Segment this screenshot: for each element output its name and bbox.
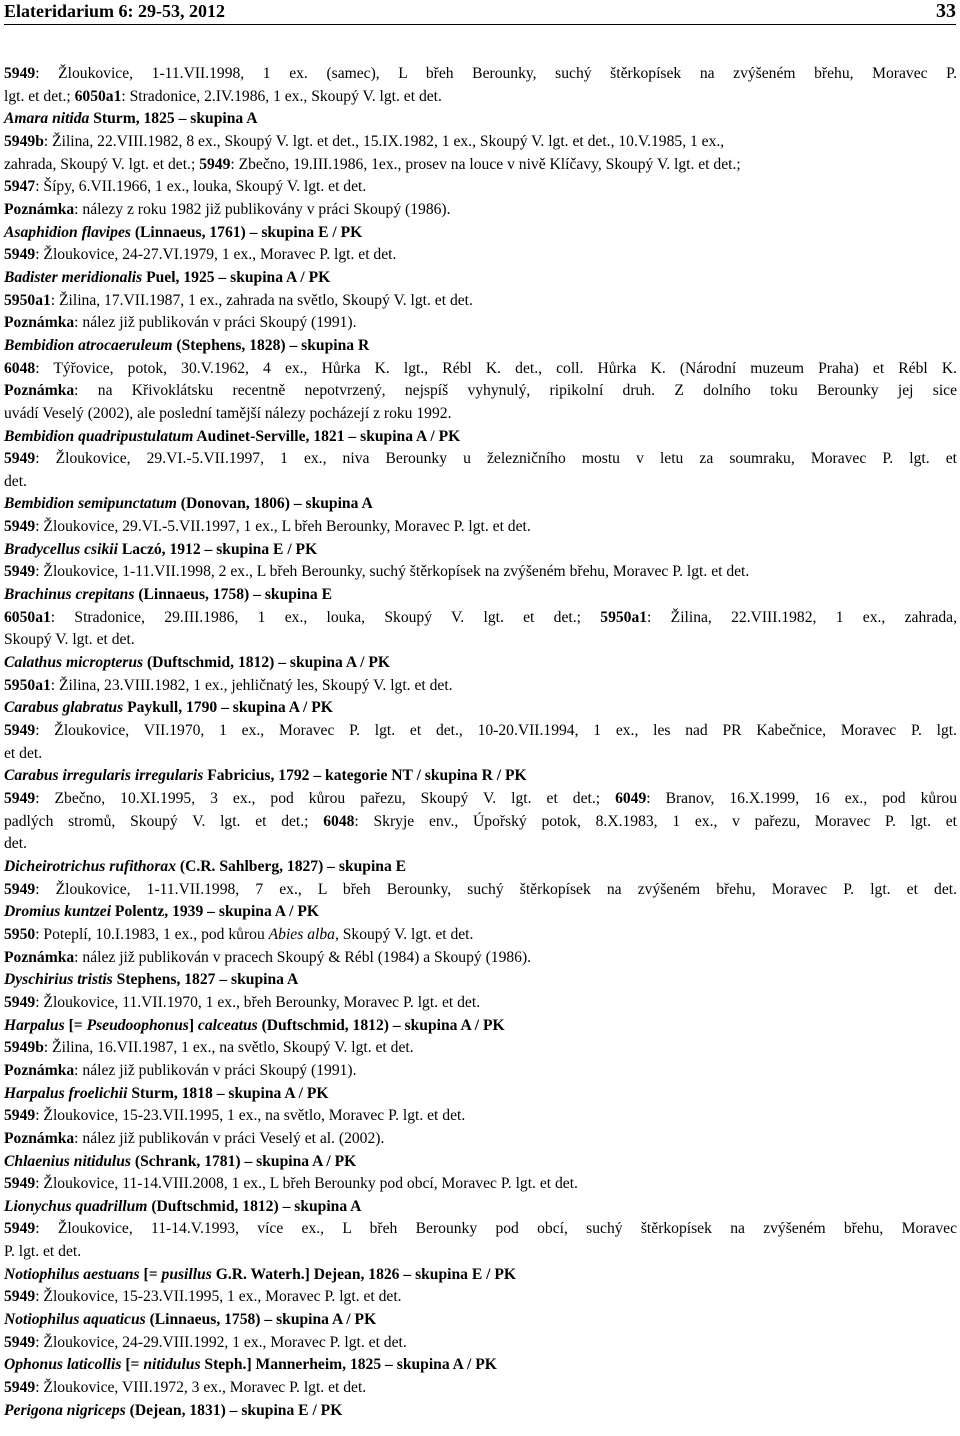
species-name: Dromius kuntzei xyxy=(4,903,112,921)
text-line xyxy=(4,969,957,992)
text-line xyxy=(4,697,957,720)
text-line xyxy=(4,516,957,539)
bold-text: 5949 xyxy=(4,518,36,536)
species-name: Calathus micropterus xyxy=(4,654,144,672)
text-line xyxy=(4,1286,957,1309)
bold-text: Poznámka xyxy=(4,1061,75,1079)
running-header xyxy=(4,0,956,24)
bold-text: 5950a1 xyxy=(4,291,51,309)
species-name: Dicheirotrichus rufithorax xyxy=(4,857,177,875)
text-line xyxy=(4,493,957,516)
text-run: : Žloukovice, 29.VI.-5.VII.1997, 1 ex., L břeh Berounky, Moravec P. lgt. et det. xyxy=(35,518,531,536)
text-line xyxy=(4,1309,957,1332)
bold-text: Polentz, 1939 – skupina A / PK xyxy=(111,903,319,921)
text-line xyxy=(4,1196,957,1219)
text-run: : Žloukovice, 1-11.VII.1998, 2 ex., L břeh Berounky, suchý štěrkopísek na zvýšeném břehu, Moravec P. lgt. et det. xyxy=(35,563,750,581)
species-name: Amara nitida xyxy=(4,110,90,128)
text-line xyxy=(4,131,957,154)
text-line xyxy=(4,1264,957,1287)
text-line xyxy=(4,1332,957,1355)
text-line xyxy=(4,1105,957,1128)
bold-text: 5949 xyxy=(4,1220,36,1238)
bold-text: (Linnaeus, 1761) – skupina E / PK xyxy=(130,223,363,241)
text-line xyxy=(4,290,957,313)
text-line xyxy=(4,1173,957,1196)
bold-text: Audinet-Serville, 1821 – skupina A / PK xyxy=(193,427,461,445)
species-name: Bembidion quadripustulatum xyxy=(4,427,194,445)
text-line xyxy=(4,629,957,652)
journal-citation: Elateridarium 6: 29-53, 2012 xyxy=(4,1,225,21)
bold-text: 6050a1 xyxy=(4,608,51,626)
text-line xyxy=(4,1083,957,1106)
text-line xyxy=(4,1354,957,1377)
bold-text: 5949 xyxy=(4,993,36,1011)
text-run: : Žloukovice, VIII.1972, 3 ex., Moravec P. lgt. et det. xyxy=(35,1379,367,1397)
bold-text: (Schrank, 1781) – skupina A / PK xyxy=(130,1152,357,1170)
text-line xyxy=(4,380,957,403)
text-line xyxy=(4,539,957,562)
text-run: : nález již publikován v práci Skoupý (1991). xyxy=(74,314,357,332)
text-line xyxy=(4,426,957,449)
text-line xyxy=(4,471,957,494)
species-name: Carabus irregularis irregularis xyxy=(4,767,204,785)
text-line xyxy=(4,675,957,698)
bold-text: 5947 xyxy=(4,178,36,196)
text-line xyxy=(4,584,957,607)
text-run: : Žilina, 16.VII.1987, 1 ex., na světlo, Skoupý V. lgt. et det. xyxy=(43,1039,414,1057)
text-run: : Šípy, 6.VII.1966, 1 ex., louka, Skoupý V. lgt. et det. xyxy=(35,178,367,196)
bold-text: 5949b xyxy=(4,132,44,150)
species-name: Bradycellus csikii xyxy=(4,540,118,558)
text-run: : Žloukovice, 1-11.VII.1998, 1 ex. (samec), L břeh Berounky, suchý štěrkopísek na zvýšeném břehu, Moravec P. xyxy=(35,65,957,82)
text-run: det. xyxy=(4,835,27,853)
text-line xyxy=(4,199,957,222)
text-line xyxy=(4,1241,957,1264)
bold-text: (Linnaeus, 1758) – skupina E xyxy=(134,586,333,604)
text-run: : Žilina, 22.VIII.1982, 1 ex., zahrada, xyxy=(647,608,957,626)
species-name: Ophonus laticollis xyxy=(4,1356,122,1374)
text-line xyxy=(4,63,957,86)
text-line xyxy=(4,1060,957,1083)
text-line xyxy=(4,403,957,426)
text-run: : Zbečno, 10.XI.1995, 3 ex., pod kůrou pařezu, Skoupý V. lgt. et det.; xyxy=(35,790,616,807)
text-line xyxy=(4,901,957,924)
species-name: Bembidion semipunctatum xyxy=(4,495,177,513)
bold-text: 6048 xyxy=(323,812,355,830)
text-run: : Žloukovice, 24-29.VIII.1992, 1 ex., Moravec P. lgt. et det. xyxy=(35,1333,407,1351)
bold-text: Poznámka xyxy=(4,1129,75,1147)
species-name: Badister meridionalis xyxy=(4,268,143,286)
text-run: zahrada, Skoupý V. lgt. et det.; xyxy=(4,155,200,173)
text-line xyxy=(4,267,957,290)
species-name: Asaphidion flavipes xyxy=(4,223,131,241)
bold-text: 5949 xyxy=(4,880,36,898)
bold-text: 6050a1 xyxy=(74,87,122,105)
bold-text: (Duftschmid, 1812) – skupina A xyxy=(147,1197,362,1215)
species-name: Pseudoophonus xyxy=(86,1016,189,1034)
species-name: Abies alba xyxy=(268,925,335,943)
text-line xyxy=(4,335,957,358)
bold-text: Fabricius, 1792 – kategorie NT / skupina R / PK xyxy=(203,767,527,785)
text-line xyxy=(4,1377,957,1400)
bold-text: 5949b xyxy=(4,1039,44,1057)
text-run: : Poteplí, 10.I.1983, 1 ex., pod kůrou xyxy=(35,925,269,943)
bold-text: 5949 xyxy=(4,722,36,740)
text-run: : Žloukovice, 1-11.VII.1998, 7 ex., L břeh Berounky, suchý štěrkopísek na zvýšeném břehu, Moravec P. lgt. et det. xyxy=(35,880,957,898)
bold-text: (Duftschmid, 1812) – skupina A / PK xyxy=(143,654,391,672)
text-run: : Týřovice, potok, 30.V.1962, 4 ex., Hůrka K. lgt., Rébl K. det., coll. Hůrka K. (Národní muzeum Praha) et Rébl K. xyxy=(35,359,957,377)
text-run: : nález již publikován v práci Skoupý (1991). xyxy=(74,1061,357,1079)
text-line xyxy=(4,1037,957,1060)
species-name: Notiophilus aquaticus xyxy=(4,1311,146,1329)
bold-text: 5950a1 xyxy=(4,676,51,694)
text-line xyxy=(4,176,957,199)
species-name: Harpalus froelichii xyxy=(4,1084,128,1102)
species-name: Carabus glabratus xyxy=(4,699,124,717)
bold-text: [= xyxy=(121,1356,144,1374)
bold-text: Sturm, 1825 – skupina A xyxy=(89,110,258,128)
bold-text: Laczó, 1912 – skupina E / PK xyxy=(117,540,318,558)
text-line xyxy=(4,924,957,947)
text-line xyxy=(4,992,957,1015)
text-line xyxy=(4,720,957,743)
species-name: Notiophilus aestuans xyxy=(4,1265,140,1283)
species-records xyxy=(4,63,957,1422)
bold-text: Poznámka xyxy=(4,948,75,966)
text-run: : Branov, 16.X.1999, 16 ex., pod kůrou xyxy=(646,790,957,807)
bold-text: 5949 xyxy=(4,1288,36,1306)
text-run: : Žloukovice, 11-14.VIII.2008, 1 ex., L břeh Berounky pod obcí, Moravec P. lgt. et det. xyxy=(35,1175,578,1193)
bold-text: Steph.] Mannerheim, 1825 – skupina A / PK xyxy=(200,1356,497,1374)
species-name: Bembidion atrocaeruleum xyxy=(4,336,173,354)
bold-text: 5949 xyxy=(4,790,36,807)
text-line xyxy=(4,856,957,879)
text-line xyxy=(4,244,957,267)
bold-text: 5950a1 xyxy=(600,608,648,626)
text-line xyxy=(4,1128,957,1151)
text-line xyxy=(4,358,957,381)
bold-text: [= xyxy=(139,1265,162,1283)
text-run: : Žloukovice, 29.VI.-5.VII.1997, 1 ex., niva Berounky u železničního mostu v letu za soumraku, Moravec P. lgt. et xyxy=(35,450,957,468)
text-line xyxy=(4,154,957,177)
species-name: Perigona nigriceps xyxy=(4,1401,126,1419)
text-line xyxy=(4,561,957,584)
bold-text: 5949 xyxy=(4,1333,36,1351)
text-run: et det. xyxy=(4,744,43,762)
species-name: Dyschirius tristis xyxy=(4,971,113,989)
bold-text: Poznámka xyxy=(4,200,75,218)
text-run: P. lgt. et det. xyxy=(4,1243,82,1261)
text-run: uvádí Veselý (2002), ale poslední tamější nálezy pocházejí z roku 1992. xyxy=(4,404,452,422)
text-run: : Žloukovice, 24-27.VI.1979, 1 ex., Moravec P. lgt. et det. xyxy=(35,246,397,264)
bold-text: (Donovan, 1806) – skupina A xyxy=(176,495,373,513)
bold-text: ] xyxy=(188,1016,198,1034)
text-run: : na Křivoklátsku recentně nepotvrzený, nejspíš vyhynulý, ripikolní druh. Z dolního toku Berounky jej sice xyxy=(74,382,957,400)
bold-text: 6048 xyxy=(4,359,36,377)
text-line xyxy=(4,743,957,766)
text-run: : Žilina, 22.VIII.1982, 8 ex., Skoupý V. lgt. et det., 15.IX.1982, 1 ex., Skoupý V. lgt. et det., 10.V.1985, 1 ex., xyxy=(43,132,725,150)
bold-text: Puel, 1925 – skupina A / PK xyxy=(142,268,331,286)
text-run: : Žloukovice, 15-23.VII.1995, 1 ex., na světlo, Moravec P. lgt. et det. xyxy=(35,1107,466,1125)
bold-text: Poznámka xyxy=(4,314,75,332)
bold-text: Sturm, 1818 – skupina A / PK xyxy=(127,1084,329,1102)
bold-text: (Stephens, 1828) – skupina R xyxy=(172,336,370,354)
text-line xyxy=(4,448,957,471)
text-line xyxy=(4,1400,957,1423)
bold-text: Poznámka xyxy=(4,382,75,400)
text-run: : nálezy z roku 1982 již publikovány v práci Skoupý (1986). xyxy=(74,200,451,218)
text-run: : Žloukovice, 15-23.VII.1995, 1 ex., Moravec P. lgt. et det. xyxy=(35,1288,402,1306)
bold-text: (C.R. Sahlberg, 1827) – skupina E xyxy=(176,857,407,875)
text-run: det. xyxy=(4,472,27,490)
bold-text: G.R. Waterh.] Dejean, 1826 – skupina E / PK xyxy=(211,1265,517,1283)
bold-text: 5949 xyxy=(4,450,36,468)
text-run: : nález již publikován v pracech Skoupý & Rébl (1984) a Skoupý (1986). xyxy=(74,948,532,966)
text-run: : Žloukovice, 11.VII.1970, 1 ex., břeh Berounky, Moravec P. lgt. et det. xyxy=(35,993,481,1011)
species-name: Chlaenius nitidulus xyxy=(4,1152,131,1170)
text-line xyxy=(4,108,957,131)
bold-text: 5950 xyxy=(4,925,36,943)
text-run: , Skoupý V. lgt. et det. xyxy=(334,925,474,943)
text-run: : nález již publikován v práci Veselý et al. (2002). xyxy=(74,1129,385,1147)
bold-text: 5949 xyxy=(199,155,231,173)
text-run: : Žilina, 23.VIII.1982, 1 ex., jehličnatý les, Skoupý V. lgt. et det. xyxy=(50,676,453,694)
text-line xyxy=(4,879,957,902)
bold-text: 5949 xyxy=(4,1175,36,1193)
text-run: Skoupý V. lgt. et det. xyxy=(4,631,135,649)
species-name: Lionychus quadrillum xyxy=(4,1197,148,1215)
text-line xyxy=(4,833,957,856)
text-line xyxy=(4,788,957,811)
bold-text: 5949 xyxy=(4,1107,36,1125)
text-run: : Stradonice, 2.IV.1986, 1 ex., Skoupý V. lgt. et det. xyxy=(121,87,442,105)
text-line xyxy=(4,947,957,970)
text-run: padlých stromů, Skoupý V. lgt. et det.; xyxy=(4,812,324,830)
text-line xyxy=(4,1151,957,1174)
species-name: Brachinus crepitans xyxy=(4,586,135,604)
bold-text: [= xyxy=(64,1016,87,1034)
bold-text: 5949 xyxy=(4,1379,36,1397)
header-rule xyxy=(4,24,956,25)
text-run: : Skryje env., Úpořský potok, 8.X.1983, 1 ex., v pařezu, Moravec P. lgt. et xyxy=(354,812,957,830)
text-line xyxy=(4,222,957,245)
text-run: : Žloukovice, 11-14.V.1993, více ex., L břeh Berounky pod obcí, suchý štěrkopísek na zvýšeném břehu, Moravec xyxy=(35,1220,957,1238)
text-line xyxy=(4,86,957,109)
text-run: : Žilina, 17.VII.1987, 1 ex., zahrada na světlo, Skoupý V. lgt. et det. xyxy=(50,291,473,309)
bold-text: (Dejean, 1831) – skupina E / PK xyxy=(125,1401,343,1419)
text-line xyxy=(4,765,957,788)
text-line xyxy=(4,1015,957,1038)
bold-text: 5949 xyxy=(4,65,36,82)
species-name: Harpalus xyxy=(4,1016,65,1034)
species-name: pusillus xyxy=(161,1265,212,1283)
text-run: : Žloukovice, VII.1970, 1 ex., Moravec P. lgt. et det., 10-20.VII.1994, 1 ex., les nad PR Kabečnice, Moravec P. lgt. xyxy=(35,722,957,740)
text-line xyxy=(4,811,957,834)
bold-text: Paykull, 1790 – skupina A / PK xyxy=(123,699,333,717)
bold-text: 5949 xyxy=(4,246,36,264)
text-run: lgt. et det.; xyxy=(4,87,75,105)
text-run: : Stradonice, 29.III.1986, 1 ex., louka, Skoupý V. lgt. et det.; xyxy=(50,608,601,626)
text-line xyxy=(4,607,957,630)
text-line xyxy=(4,312,957,335)
species-name: calceatus xyxy=(197,1016,258,1034)
text-line xyxy=(4,652,957,675)
bold-text: (Duftschmid, 1812) – skupina A / PK xyxy=(257,1016,505,1034)
text-run: : Zbečno, 19.III.1986, 1ex., prosev na louce v nivě Klíčavy, Skoupý V. lgt. et det.; xyxy=(230,155,741,173)
bold-text: Stephens, 1827 – skupina A xyxy=(112,971,299,989)
page-number: 33 xyxy=(936,0,956,22)
bold-text: 6049 xyxy=(615,790,647,807)
bold-text: (Linnaeus, 1758) – skupina A / PK xyxy=(145,1311,377,1329)
text-line xyxy=(4,1218,957,1241)
bold-text: 5949 xyxy=(4,563,36,581)
species-name: nitidulus xyxy=(143,1356,201,1374)
